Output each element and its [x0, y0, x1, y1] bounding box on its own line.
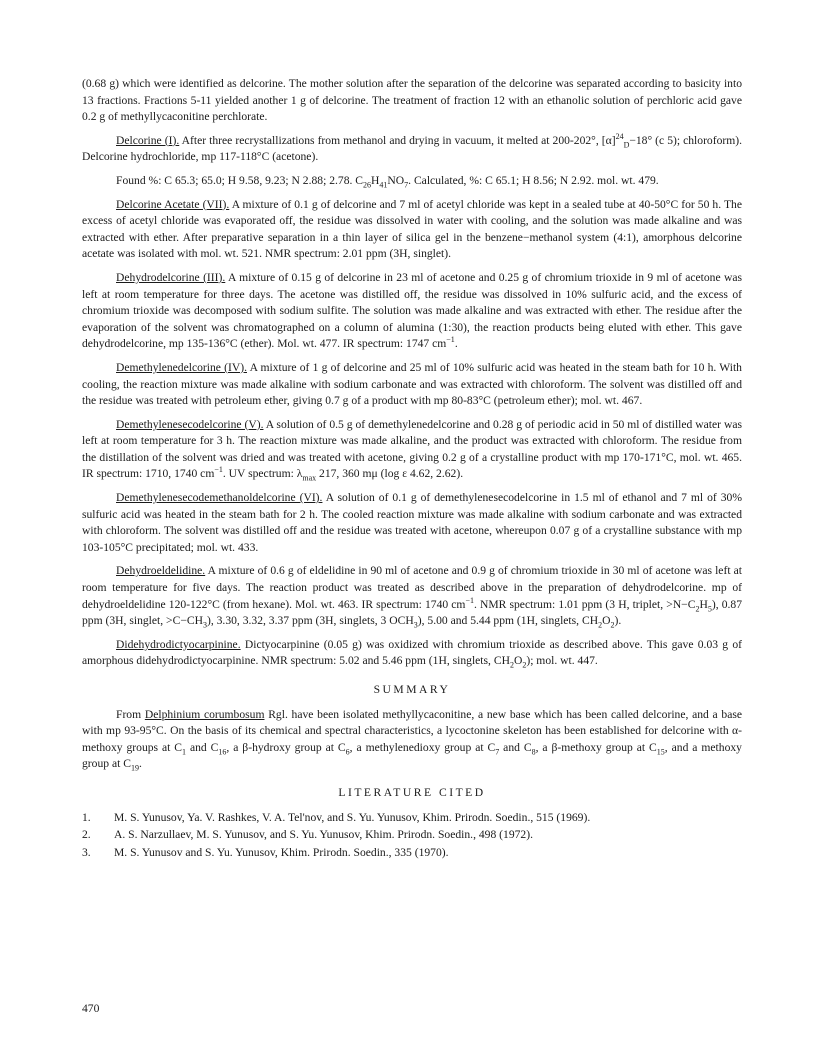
text-tail: ); mol. wt. 447.: [526, 654, 598, 668]
formula-sub: 2: [522, 660, 527, 670]
paragraph-delcorine: [82, 133, 742, 166]
nmr-text: ), 0.87 ppm (3H, singlet, >C−CH: [82, 597, 742, 628]
summary-text: From: [116, 707, 145, 721]
carbon-sub: 16: [218, 747, 227, 757]
summary-text: , a β-hydroxy group at C: [226, 740, 346, 754]
nmr-text: . NMR spectrum: 1.01 ppm (3 H, triplet, >N−C: [473, 597, 696, 611]
summary-heading: SUMMARY: [373, 683, 451, 696]
paragraph-demethylenedelcorine: [82, 360, 742, 410]
section-title-didehydrodictyocarpinine: Didehydrodictyocarpinine.: [116, 637, 241, 651]
nmr-text: ), 3.30, 3.32, 3.37 ppm (3H, singlets, 3 OCH: [206, 614, 414, 628]
didehydrodictyocarpinine-text: Dictyocarpinine (0.05 g) was oxidized with chromium trioxide as described above. This gave 0.03 g of amorphous didehydrodictyocarpinine. NMR spectrum: 5.02 and 5.46 ppm (1H, singlets, CH: [82, 637, 742, 668]
carbon-sub: 6: [345, 747, 350, 757]
paragraph-didehydrodictyocarpinine: [82, 637, 742, 670]
delcorine-acetate-text: A mixture of 0.1 g of delcorine and 7 ml of acetyl chloride was kept in a sealed tube at 40-50°C for 50 h. The excess of acetyl chloride was evaporated off, the residue was dissolved in water with cooling, and the solution was made alkaline and was extracted with ether. After preparative separation in a thin layer of silica gel in the benzene−methanol system (4:1), amorphous delcorine acetate was isolated with mol. wt. 521. NMR spectrum: 2.01 ppm (3H, singlet).: [82, 197, 742, 261]
reference-text: M. S. Yunusov, Ya. V. Rashkes, V. A. Tel'nov, and S. Yu. Yunusov, Khim. Prirodn. Soedin., 515 (1969).: [114, 810, 591, 824]
section-title-demethylenesecodemethanoldelcorine: Demethylenesecodemethanoldelcorine (VI).: [116, 491, 323, 505]
paragraph-summary: [82, 707, 742, 773]
formula-sub: 2: [695, 603, 700, 613]
summary-text: .: [138, 757, 142, 771]
reference-item: [82, 827, 742, 844]
paragraph-analysis: [82, 173, 742, 190]
dehydroeldelidine-text: A mixture of 0.6 g of eldelidine in 90 ml of acetone and 0.9 g of chromium trioxide in 30 ml of acetone was left at room temperature for five days. The reaction product was treated as described above in the preparation of dehydrodelcorine. mp of dehydroeldelidine 120-122°C (from hexane). Mol. wt. 463. IR spectrum: 1740 cm: [82, 564, 742, 611]
delcorine-text: After three recrystallizations from methanol and drying in vacuum, it melted at 200-202°, [α]: [181, 133, 616, 147]
nmr-text: H: [699, 597, 708, 611]
delcorine-rotation-temp: 24: [615, 131, 624, 141]
formula-sub: 41: [379, 180, 388, 190]
carbon-sub: 15: [656, 747, 665, 757]
section-title-dehydroeldelidine: Dehydroeldelidine.: [116, 564, 206, 578]
formula-text: H: [371, 173, 380, 187]
analysis-text-end: . Calculated, %: C 65.1; H 8.56; N 2.92. mol. wt. 479.: [408, 173, 659, 187]
unit-sup: −1: [446, 335, 455, 345]
unit-sup: −1: [214, 465, 223, 475]
section-title-dehydrodelcorine: Dehydrodelcorine (III).: [116, 270, 226, 284]
section-title-demethylenesecodelcorine: Demethylenesecodelcorine (V).: [116, 417, 264, 431]
paragraph-demethylenesecodelcorine: [82, 417, 742, 483]
reference-number: 2.: [82, 828, 91, 842]
paragraph-intro: (0.68 g) which were identified as delcorine. The mother solution after the separation of the delcorine was separated according to basicity into 13 fractions. Fractions 5-11 yielded another 1 g of delcorine. The treatment of fraction 12 with an ethanolic solution of perchloric acid gave 0.2 g of methyllycaconitine perchlorate.: [82, 77, 742, 124]
analysis-text: Found %: C 65.3; 65.0; H 9.58, 9.23; N 2.88; 2.78. C: [116, 173, 364, 187]
reference-text: A. S. Narzullaev, M. S. Yunusov, and S. Yu. Yunusov, Khim. Prirodn. Soedin., 498 (1972).: [114, 828, 533, 842]
reference-number: 3.: [82, 845, 91, 859]
formula-sub: 2: [610, 620, 615, 630]
formula-sub: 3: [413, 620, 418, 630]
carbon-sub: 19: [130, 763, 139, 773]
summary-text: and C: [186, 740, 219, 754]
formula-sub: 3: [202, 620, 207, 630]
dehydrodelcorine-text: A mixture of 0.15 g of delcorine in 23 ml of acetone and 0.25 g of chromium trioxide in 9 ml of acetone was left at room temperature for three days. The acetone was distilled off, the residue was dissolved in 10% sulfuric acid, and the excess of chromium trioxide was decomposed with sodium sulfite. The solution was made alkaline and was extracted with ether. The residue after the evaporation of the solvent was chromatographed on a column of alumina (1:30), the reaction products being eluted with ether. This gave dehydrodelcorine, mp 135-136°C (ether). Mol. wt. 477. IR spectrum: 1747 cm: [82, 270, 742, 351]
reference-item: [82, 810, 742, 827]
formula-sub: 2: [598, 620, 603, 630]
reference-text: M. S. Yunusov and S. Yu. Yunusov, Khim. Prirodn. Soedin., 335 (1970).: [114, 845, 449, 859]
reference-list: [82, 810, 742, 862]
paragraph-dehydroeldelidine: [82, 563, 742, 629]
formula-sub: 2: [509, 660, 514, 670]
lambda-max-sub: max: [302, 473, 317, 483]
demethylenedelcorine-text: A mixture of 1 g of delcorine and 25 ml of 10% sulfuric acid was heated in the steam bath for 10 h. With cooling, the reaction mixture was made alkaline with sodium carbonate and was extracted with chloroform. The solvent was distilled off and the residue was treated with petroleum ether, giving 0.7 g of a product with mp 80-83°C (petroleum ether); mol. wt. 467.: [82, 360, 742, 408]
paragraph-dehydrodelcorine: [82, 270, 742, 353]
formula-sub: 7: [404, 180, 409, 190]
section-title-delcorine: Delcorine (I).: [116, 133, 180, 147]
page-number: 470: [82, 1002, 100, 1015]
carbon-sub: 1: [182, 747, 187, 757]
reference-item: [82, 845, 742, 862]
delcorine-text-end: −18° (c 5); chloroform). Delcorine hydrochloride, mp 117-118°C (acetone).: [82, 133, 743, 164]
nmr-text: ), 5.00 and 5.44 ppm (1H, singlets, CH: [417, 614, 599, 628]
paragraph-demethylenesecodemethanoldelcorine: [82, 490, 742, 556]
nmr-text: ).: [614, 614, 622, 628]
summary-text: and C: [499, 740, 532, 754]
formula-sub: 26: [363, 180, 372, 190]
section-title-delcorine-acetate: Delcorine Acetate (VII).: [116, 197, 230, 211]
formula-text: NO: [387, 173, 405, 187]
species-name: Delphinium corumbosum: [144, 707, 265, 721]
summary-text: , and a methoxy group at C: [82, 740, 742, 771]
paragraph-delcorine-acetate: [82, 197, 742, 263]
summary-text: , a β-methoxy group at C: [535, 740, 657, 754]
section-title-demethylenedelcorine: Demethylenedelcorine (IV).: [116, 360, 247, 374]
delcorine-rotation-line: D: [623, 140, 630, 150]
uv-values: 217, 360 mμ (log ε 4.62, 2.62).: [316, 467, 464, 481]
summary-text: Rgl. have been isolated methyllycaconitine, a new base which has been called delcorine, and a base with mp 93-95°C. On the basis of its chemical and spectral characteristics, a lycoctonine skeleton has been established for delcorine with α-methoxy groups at C: [82, 707, 742, 754]
carbon-sub: 7: [495, 747, 500, 757]
reference-number: 1.: [82, 810, 91, 824]
summary-text: , a methylenedioxy group at C: [349, 740, 496, 754]
nmr-text: O: [602, 614, 611, 628]
literature-cited-heading: LITERATURE CITED: [338, 785, 486, 799]
carbon-sub: 8: [531, 747, 536, 757]
demethylenesecodemethanoldelcorine-text: A solution of 0.1 g of demethylenesecodelcorine in 1.5 ml of ethanol and 7 ml of 30% sulfuric acid was heated in the steam bath for 2 h. The cooled reaction mixture was made alkaline with sodium carbonate and was extracted with chloroform. The solvent was distilled off and the residue was treated with acetone, whereupon 0.07 g of a crystalline substance with mp 103-105°C precipitated; mol. wt. 433.: [82, 491, 742, 554]
unit-sup: −1: [465, 595, 474, 605]
demethylenesecodelcorine-text: A solution of 0.5 g of demethylenedelcorine and 0.28 g of periodic acid in 50 ml of distilled water was left at room temperature for 3 h. The reaction mixture was made alkaline, and the product was extracted with chloroform. The residue from the distillation of the solvent was dried and was treated with acetone, giving 0.2 g of a crystalline product with mp 170-171°C, mol. wt. 465. IR spectrum: 1710, 1740 cm: [82, 417, 742, 481]
formula-sub: 5: [707, 603, 712, 613]
uv-text: . UV spectrum: λ: [222, 467, 303, 481]
text-tail: .: [454, 337, 458, 351]
formula-text: O: [513, 654, 523, 668]
paper-page: [82, 76, 742, 862]
